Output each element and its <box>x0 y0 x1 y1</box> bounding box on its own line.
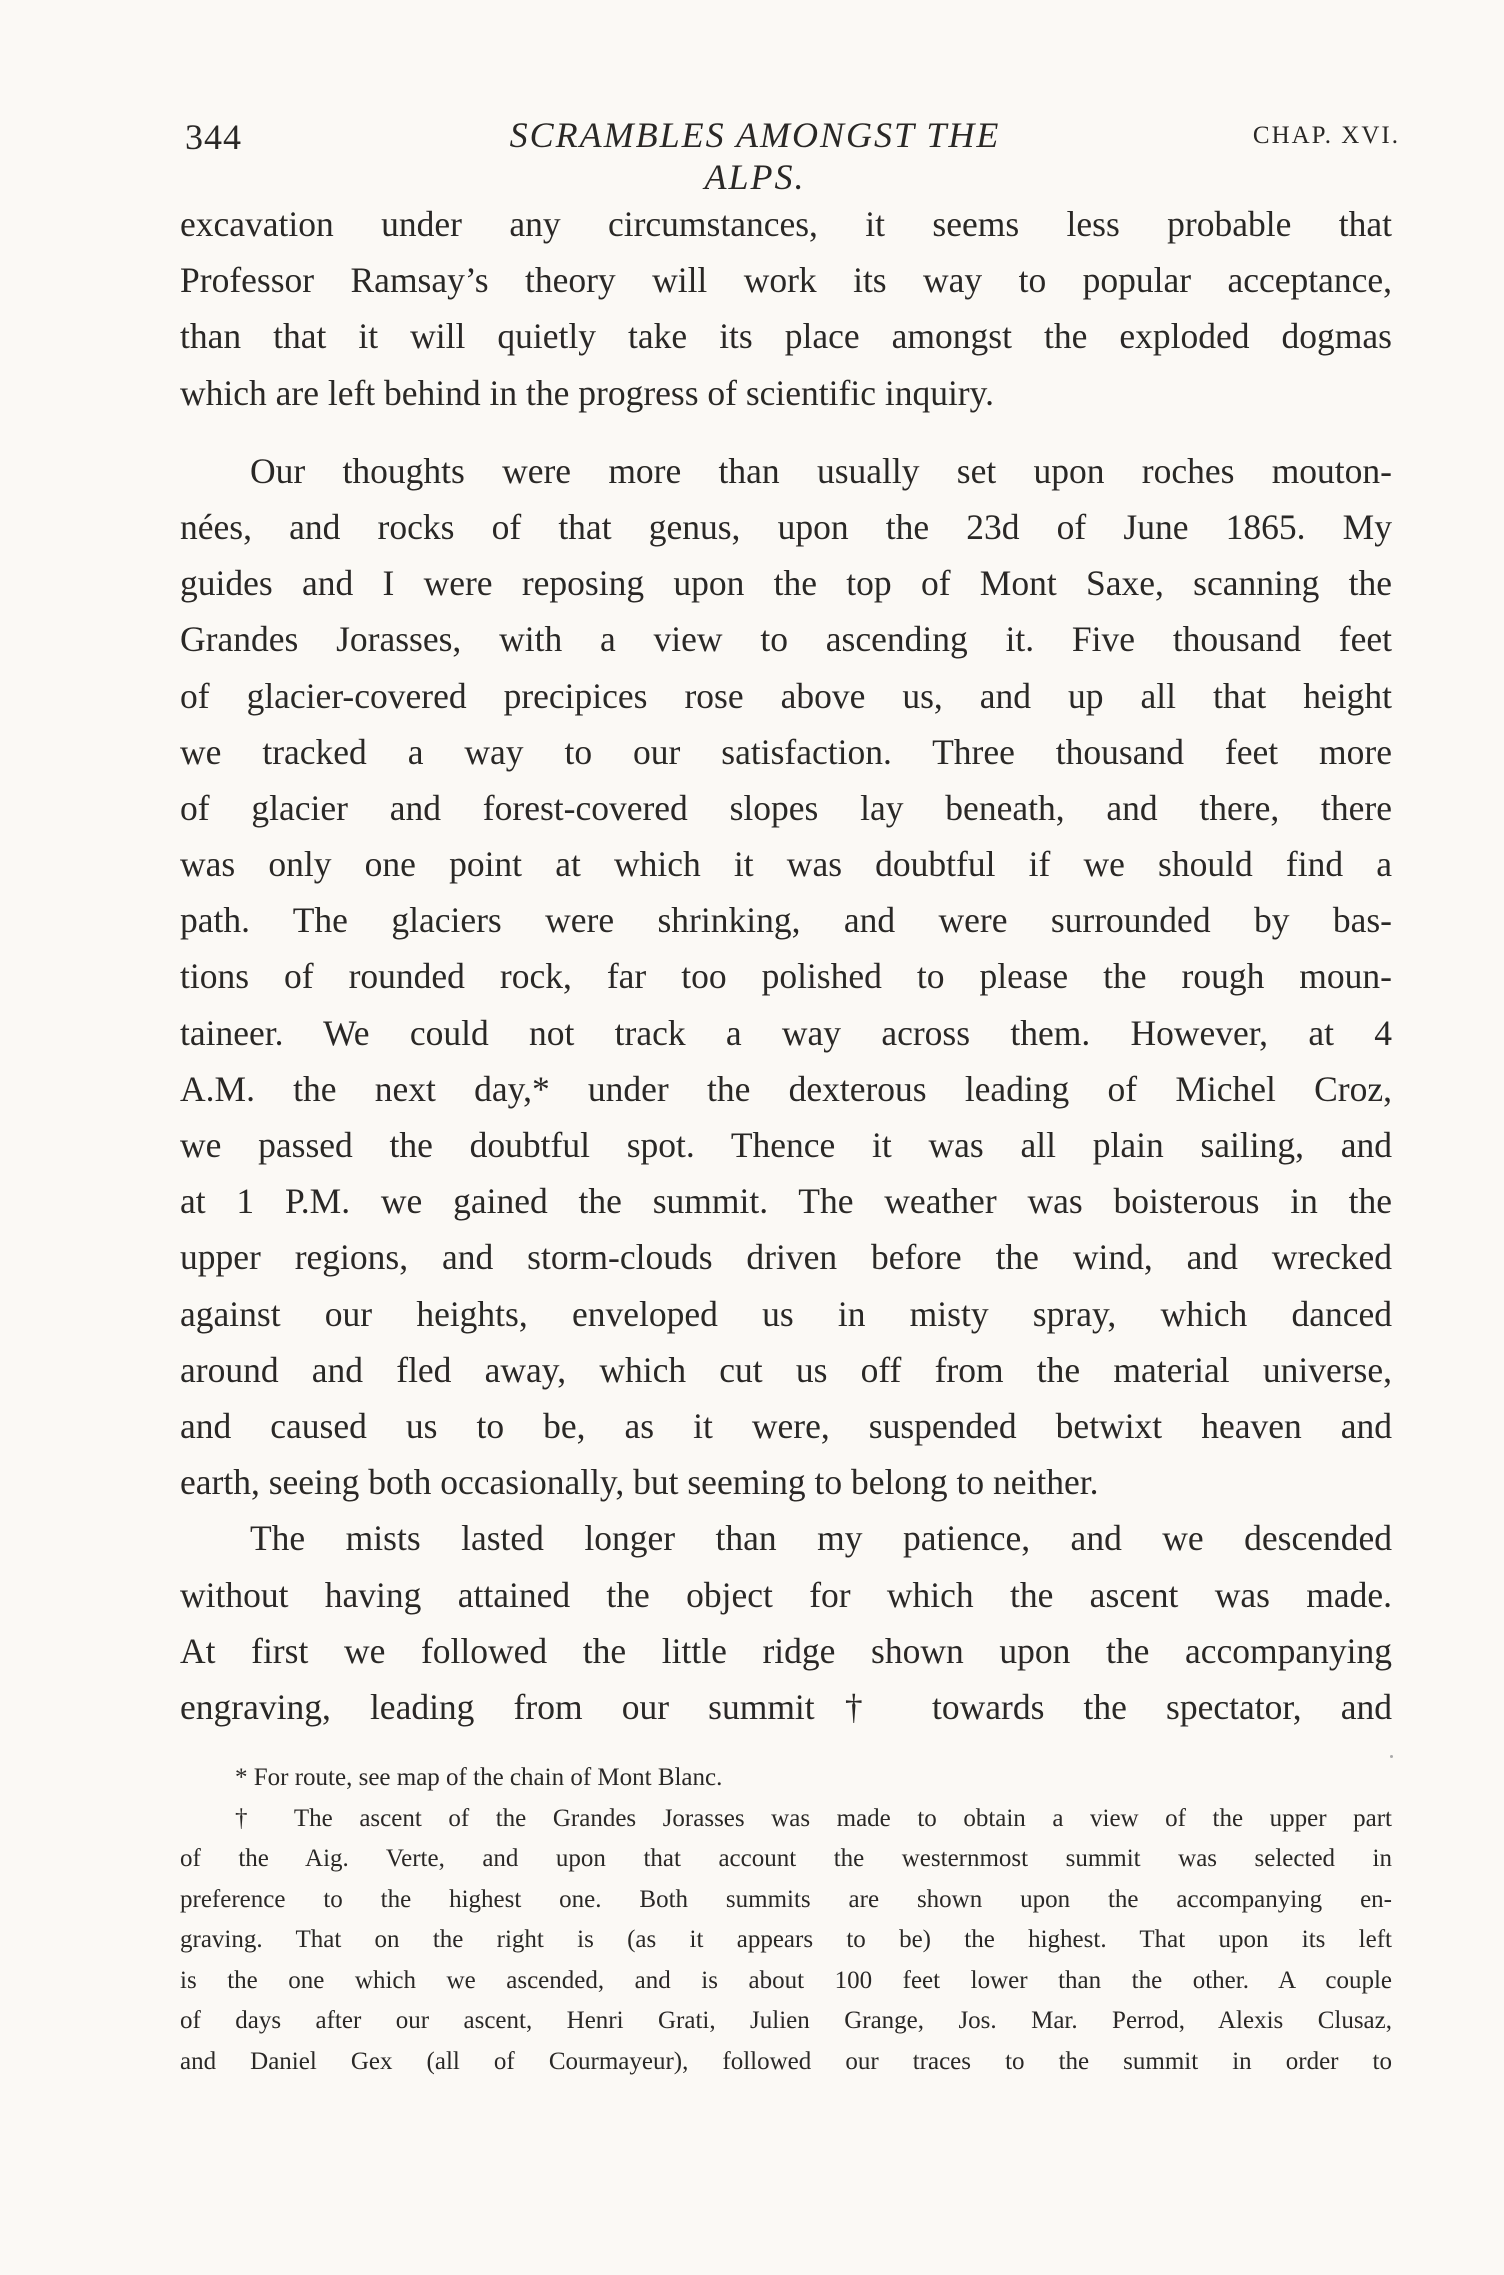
main-text <box>180 196 1392 1735</box>
text-line: earth, seeing both occasionally, but seeming to belong to neither. <box>180 1462 1099 1503</box>
page-number: 344 <box>185 117 242 157</box>
text-line: engraving, leading from our summit† towards the spectator, and <box>180 1686 1392 1727</box>
text-line: at 1 P.M. we gained the summit. The weather was boisterous in the <box>180 1181 1392 1222</box>
text-line: than that it will quietly take its place amongst the exploded dogmas <box>180 316 1392 357</box>
text-line: taineer. We could not track a way across them. However, at 4 <box>180 1012 1392 1053</box>
text-line: against our heights, enveloped us in misty spray, which danced <box>180 1293 1392 1334</box>
text-line: we passed the doubtful spot. Thence it was all plain sailing, and <box>180 1125 1392 1165</box>
footnote-line: of the Aig. Verte, and upon that account the westernmost summit was selected in <box>180 1845 1392 1872</box>
footnote-line: of days after our ascent, Henri Grati, Julien Grange, Jos. Mar. Perrod, Alexis Clusaz, <box>180 2007 1392 2034</box>
text-line: of glacier and forest-covered slopes lay beneath, and there, there <box>180 787 1392 828</box>
footnote-line: and Daniel Gex (all of Courmayeur), followed our traces to the summit in order to <box>180 2047 1392 2075</box>
text-line: we tracked a way to our satisfaction. Three thousand feet more <box>180 731 1392 772</box>
footnote-line: * For route, see map of the chain of Mont Blanc. <box>235 1764 723 1791</box>
chapter-label: CHAP. XVI. <box>1252 122 1400 149</box>
text-line: Our thoughts were more than usually set upon roches mouton- <box>250 450 1392 491</box>
text-line: tions of rounded rock, far too polished to please the rough moun- <box>180 956 1392 997</box>
text-line: nées, and rocks of that genus, upon the 23d of June 1865. My <box>180 506 1392 547</box>
text-line: path. The glaciers were shrinking, and were surrounded by bas- <box>180 900 1392 941</box>
footnotes <box>180 1758 1392 2082</box>
text-line: around and fled away, which cut us off from the material universe, <box>180 1349 1392 1390</box>
text-line: The mists lasted longer than my patience, and we descended <box>250 1518 1392 1559</box>
text-line: At first we followed the little ridge shown upon the accompanying <box>180 1630 1392 1671</box>
footnote-line: graving. That on the right is (as it appears to be) the highest. That upon its left <box>180 1926 1392 1953</box>
text-line: which are left behind in the progress of scientific inquiry. <box>180 372 994 413</box>
text-line: upper regions, and storm-clouds driven before the wind, and wrecked <box>180 1237 1392 1278</box>
text-line: without having attained the object for which the ascent was made. <box>180 1574 1392 1615</box>
text-line: was only one point at which it was doubtful if we should find a <box>180 844 1392 885</box>
text-line: guides and I were reposing upon the top of Mont Saxe, scanning the <box>180 563 1392 604</box>
text-line: Professor Ramsay’s theory will work its way to popular acceptance, <box>180 260 1392 301</box>
footnote-line: preference to the highest one. Both summits are shown upon the accompanying en- <box>180 1885 1392 1913</box>
footnote-line: † The ascent of the Grandes Jorasses was made to obtain a view of the upper part <box>235 1804 1392 1832</box>
text-line: of glacier-covered precipices rose above us, and up all that height <box>180 675 1392 716</box>
text-line: excavation under any circumstances, it seems less probable that <box>180 204 1392 244</box>
running-header <box>185 112 1400 197</box>
text-line: and caused us to be, as it were, suspended betwixt heaven and <box>180 1405 1392 1446</box>
running-title: SCRAMBLES AMONGST THE ALPS. <box>509 115 1001 197</box>
text-line: Grandes Jorasses, with a view to ascending it. Five thousand feet <box>180 619 1392 660</box>
footnote-line: is the one which we ascended, and is about 100 feet lower than the other. A couple <box>180 1966 1392 1994</box>
text-line: A.M. the next day,* under the dexterous leading of Michel Croz, <box>180 1068 1392 1109</box>
